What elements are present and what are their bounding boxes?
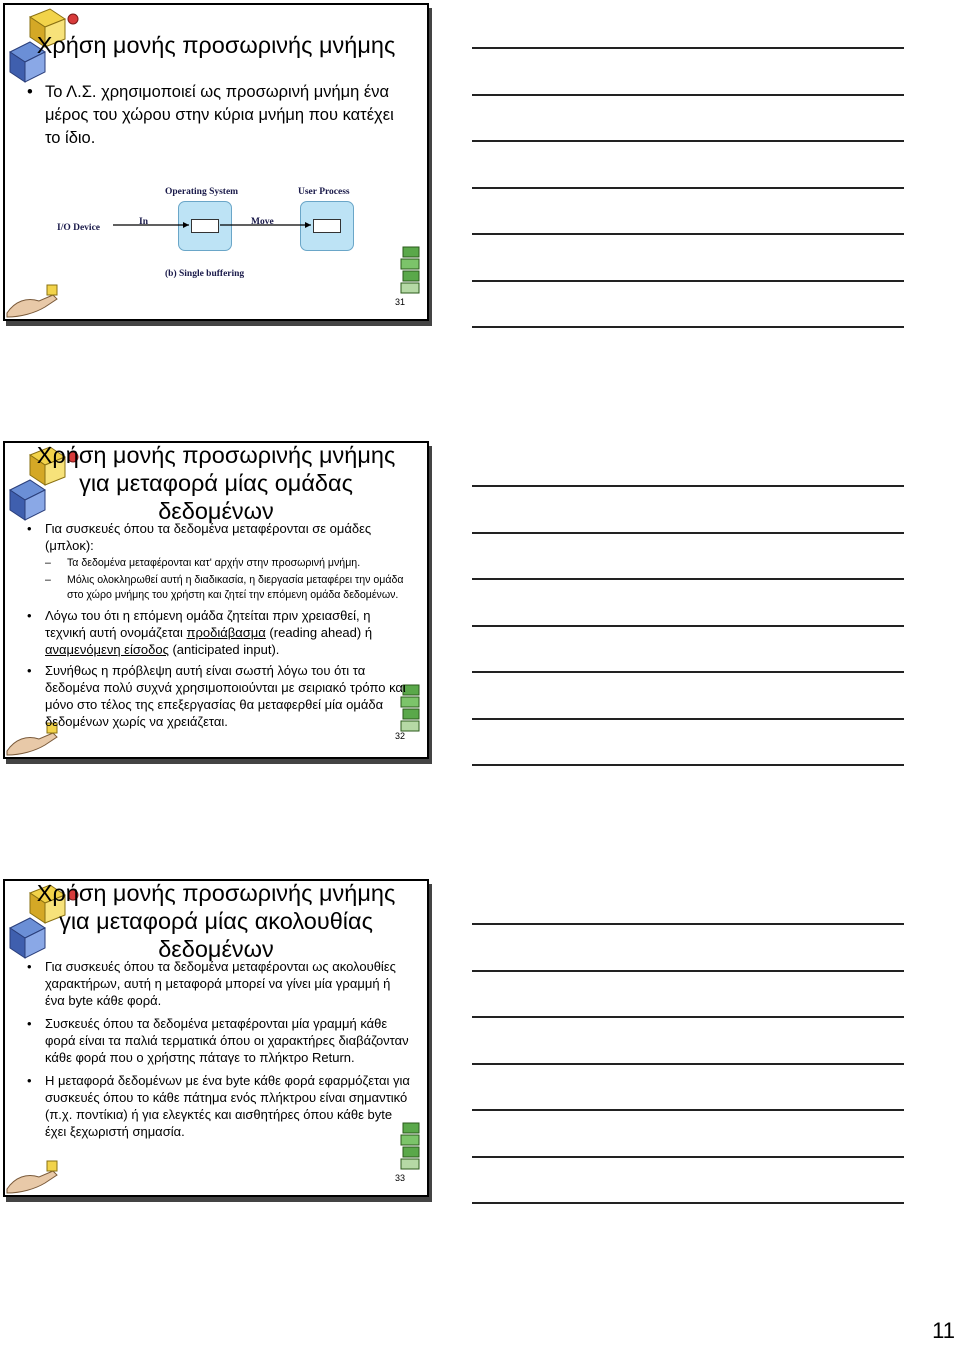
note-line xyxy=(472,326,904,328)
user-process-label: User Process xyxy=(298,187,350,197)
sub-bullet: – Τα δεδομένα μεταφέρονται κατ' αρχήν στην προσωρινή μνήμη. xyxy=(27,556,413,571)
slide-title: Χρήση μονής προσωρινής μνήμης για μεταφορά μίας ακολουθίας δεδομένων xyxy=(36,880,396,962)
page-number: 31 xyxy=(394,297,405,307)
note-line xyxy=(472,187,904,189)
bullet: • Συνήθως η πρόβλεψη αυτή είναι σωστή λόγω του ότι τα δεδομένα πολύ συχνά χρησιμοποιούνται με σειριακό τρόπο και μόνο στο τέλος της επεξεργασίας θα μεταφερθεί μία ομάδα δεδομένων χωρίς να χρειάζεται. xyxy=(27,662,413,730)
slide-body xyxy=(27,958,413,1146)
sub-bullet: – Μόλις ολοκληρωθεί αυτή η διαδικασία, η διεργασία μεταφέρει την ομάδα στο χώρο μνήμης του χρήστη και ζητεί την επόμενη ομάδα δεδομένων. xyxy=(27,573,413,603)
notes-lines xyxy=(472,47,904,373)
slide-32 xyxy=(3,441,429,759)
note-line xyxy=(472,764,904,766)
note-line xyxy=(472,1109,904,1111)
note-line xyxy=(472,1063,904,1065)
note-line xyxy=(472,233,904,235)
bullet: • Το Λ.Σ. χρησιμοποιεί ως προσωρινή μνήμη ένα μέρος του χώρου στην κύρια μνήμη που κατέχει το ίδιο. xyxy=(27,81,413,150)
slide-title: Χρήση μονής προσωρινής μνήμης για μεταφορά μίας ομάδας δεδομένων xyxy=(36,442,396,524)
io-device-label: I/O Device xyxy=(57,223,101,233)
diagram-caption: (b) Single buffering xyxy=(165,269,245,279)
move-label: Move xyxy=(251,217,274,227)
slide-body xyxy=(27,520,413,732)
note-line xyxy=(472,47,904,49)
note-line xyxy=(472,94,904,96)
bullet: • Για συσκευές όπου τα δεδομένα μεταφέρονται σε ομάδες (μπλοκ): xyxy=(27,520,413,554)
note-line xyxy=(472,532,904,534)
hand-icon xyxy=(5,1159,65,1195)
page-number: 33 xyxy=(394,1173,405,1183)
note-line xyxy=(472,1202,904,1204)
sheet-page-number: 11 xyxy=(932,1318,955,1343)
os-label: Operating System xyxy=(165,187,239,197)
note-line xyxy=(472,1156,904,1158)
note-line xyxy=(472,970,904,972)
hand-icon xyxy=(5,283,65,319)
page-number: 32 xyxy=(394,731,405,741)
notes-lines xyxy=(472,485,904,811)
note-line xyxy=(472,280,904,282)
note-line xyxy=(472,485,904,487)
bullet: • Συσκευές όπου τα δεδομένα μεταφέρονται μία γραμμή κάθε φορά είναι τα παλιά τερματικά όπου οι χαρακτήρες διαβάζονταν κάθε φορά που ο χρήστης πάταγε το πλήκτρο Return. xyxy=(27,1015,413,1066)
green-blocks-icon xyxy=(399,245,423,301)
slide-body xyxy=(27,81,413,152)
note-line xyxy=(472,923,904,925)
in-label: In xyxy=(139,217,148,227)
bullet: • Για συσκευές όπου τα δεδομένα μεταφέρονται ως ακολουθίες χαρακτήρων, αυτή η μεταφορά μπορεί να γίνει μία γραμμή ή ένα byte κάθε φορά. xyxy=(27,958,413,1009)
note-line xyxy=(472,140,904,142)
slide-33 xyxy=(3,879,429,1197)
note-line xyxy=(472,671,904,673)
slide-title: Χρήση μονής προσωρινής μνήμης xyxy=(36,32,396,58)
note-line xyxy=(472,578,904,580)
notes-lines xyxy=(472,923,904,1249)
note-line xyxy=(472,1016,904,1018)
single-buffering-diagram xyxy=(45,185,385,285)
note-line xyxy=(472,718,904,720)
note-line xyxy=(472,625,904,627)
slide-31 xyxy=(3,3,429,321)
bullet: • Λόγω του ότι η επόμενη ομάδα ζητείται πριν χρειασθεί, η τεχνική αυτή ονομάζεται προδιάβασμα (reading ahead) ή αναμενόμενη είσοδος (anticipated input). xyxy=(27,607,413,658)
bullet: • Η μεταφορά δεδομένων με ένα byte κάθε φορά εφαρμόζεται για συσκευές όπου το κάθε πάτημα ενός πλήκτρου είναι σημαντικό (π.χ. ποντίκια) ή για ελεγκτές και αισθητήρες όπου κάθε byte έχει ξεχωριστή σημασία. xyxy=(27,1072,413,1140)
